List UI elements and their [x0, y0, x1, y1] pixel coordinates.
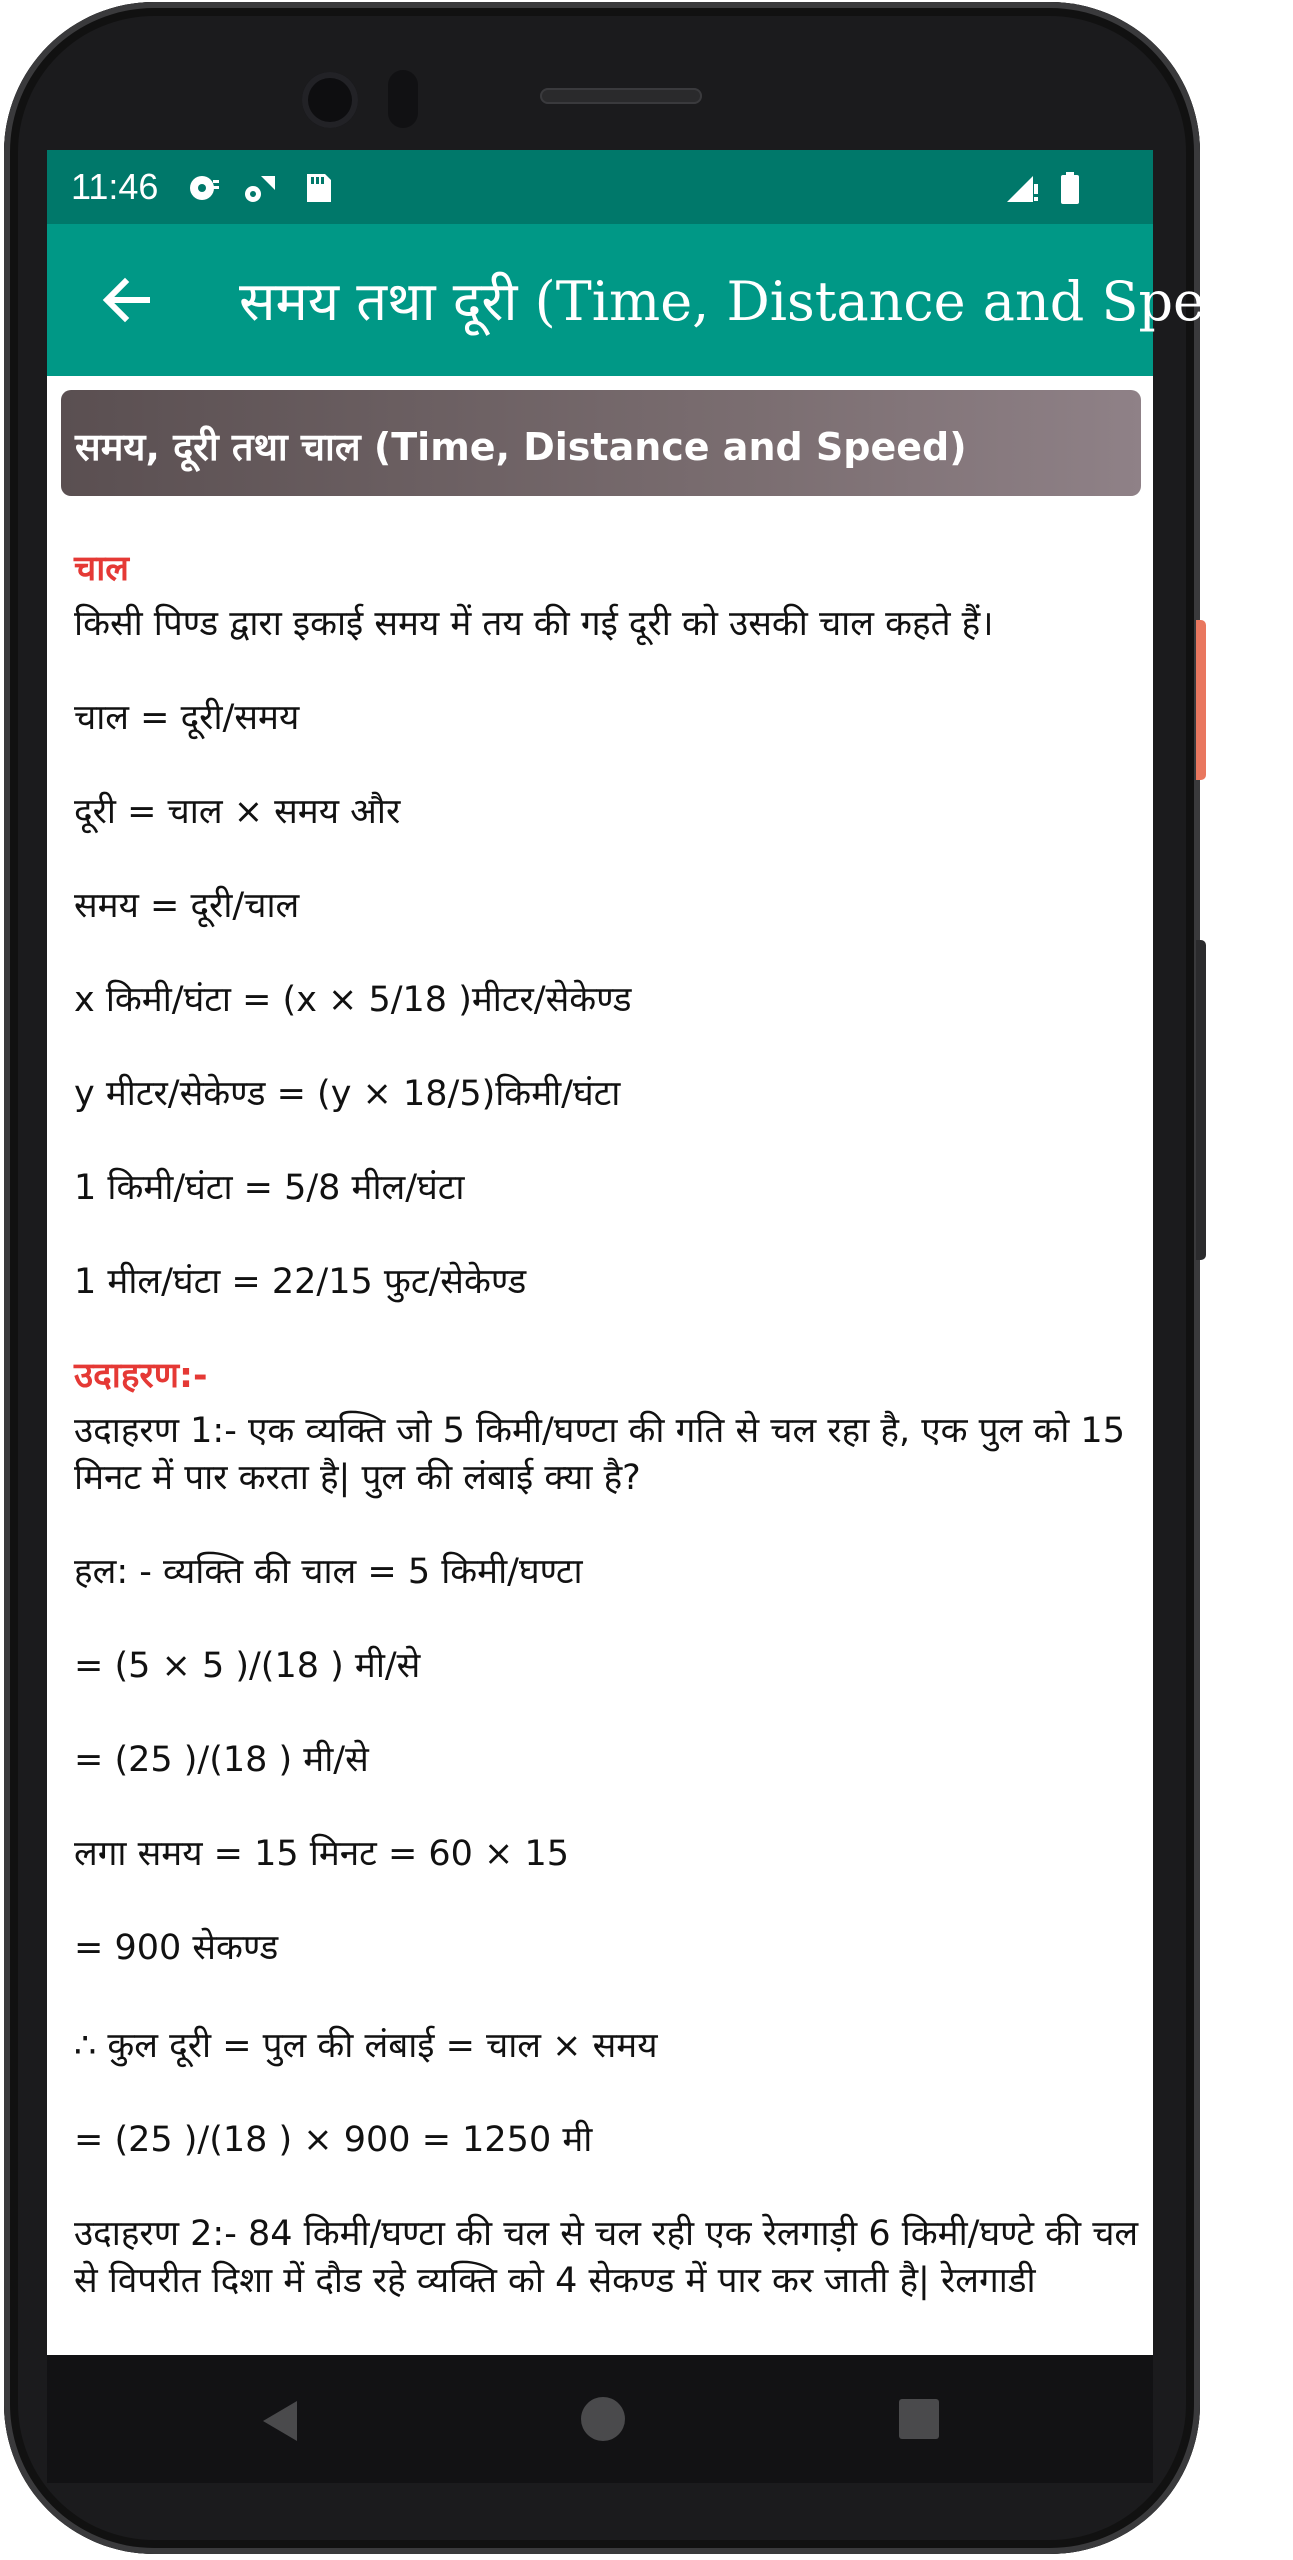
media-notification-icon	[187, 172, 221, 204]
nav-back-icon[interactable]	[257, 2397, 305, 2445]
formula-line: y मीटर/सेकेण्ड = (y × 18/5)किमी/घंटा	[74, 1074, 621, 1114]
status-time: 11:46	[71, 166, 159, 207]
front-camera	[302, 72, 358, 128]
status-bar	[47, 150, 1153, 224]
nav-home-icon[interactable]	[581, 2397, 625, 2441]
formula-line: 1 किमी/घंटा = 5/8 मील/घंटा	[74, 1168, 465, 1208]
battery-icon	[1053, 172, 1087, 204]
heading-speed: चाल	[74, 549, 130, 589]
section-header-title: समय, दूरी तथा चाल (Time, Distance and Speed)	[75, 425, 967, 469]
earpiece-speaker	[540, 88, 702, 104]
proximity-sensor	[388, 70, 418, 128]
arrow-back-icon[interactable]	[87, 260, 167, 340]
screen	[47, 150, 1293, 2355]
solution-line: ∴ कुल दूरी = पुल की लंबाई = चाल × समय	[74, 2026, 658, 2066]
formula-line: समय = दूरी/चाल	[74, 886, 300, 926]
solution-line: = 900 सेकण्ड	[74, 1928, 279, 1968]
formula-line: 1 मील/घंटा = 22/15 फुट/सेकेण्ड	[74, 1262, 527, 1302]
heading-examples: उदाहरण:-	[74, 1356, 208, 1396]
definition-text: किसी पिण्ड द्वारा इकाई समय में तय की गई दूरी को उसकी चाल कहते हैं।	[74, 604, 994, 644]
section-header	[61, 390, 1141, 496]
article-body	[74, 546, 1144, 2352]
sync-notification-icon	[243, 172, 277, 204]
power-button	[1196, 620, 1206, 780]
example-1: उदाहरण 1:- एक व्यक्ति जो 5 किमी/घण्टा की गति से चल रहा है, एक पुल को 15 मिनट में पार करता है| पुल की लंबाई क्या है?	[74, 1411, 1125, 1498]
nav-recents-icon[interactable]	[899, 2399, 939, 2439]
solution-line: = (5 × 5 )/(18 ) मी/से	[74, 1646, 421, 1686]
volume-button	[1196, 940, 1206, 1260]
page-title: समय तथा दूरी (Time, Distance and Speed)	[239, 270, 1293, 333]
navigation-bar	[47, 2355, 1153, 2483]
article-content[interactable]	[47, 376, 1153, 2355]
solution-line: लगा समय = 15 मिनट = 60 × 15	[74, 1834, 570, 1874]
solution-line: = (25 )/(18 ) मी/से	[74, 1740, 369, 1780]
formula-line: चाल = दूरी/समय	[74, 698, 300, 738]
solution-line: = (25 )/(18 ) × 900 = 1250 मी	[74, 2120, 593, 2160]
formula-line: x किमी/घंटा = (x × 5/18 )मीटर/सेकेण्ड	[74, 980, 632, 1020]
solution-line: हल: - व्यक्ति की चाल = 5 किमी/घण्टा	[74, 1552, 583, 1592]
example-2: उदाहरण 2:- 84 किमी/घण्टा की चल से चल रही एक रेलगाड़ी 6 किमी/घण्टे की चल से विपरीत दिशा में दौड रहे व्यक्ति को 4 सेकण्ड में पार कर जाती है| रेलगाडी	[74, 2214, 1139, 2301]
sd-card-icon	[301, 172, 335, 204]
formula-line: दूरी = चाल × समय और	[74, 792, 401, 832]
signal-icon	[1005, 172, 1039, 204]
app-bar	[47, 224, 1293, 376]
